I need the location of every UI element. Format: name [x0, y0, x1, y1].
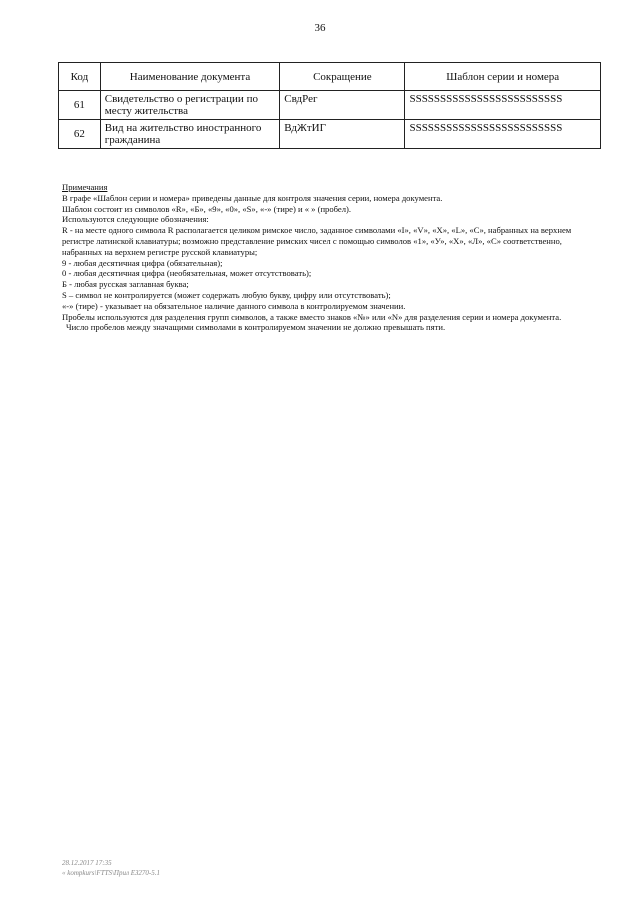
column-header-code: Код: [59, 63, 101, 91]
note-line: Число пробелов между значащими символами в контролируемом значении не должно превышать пяти.: [66, 322, 446, 333]
note-line: Пробелы используются для разделения групп символов, а также вместо знаков «№» или «N» для разделения серии и номера документа.: [62, 311, 562, 322]
footer-date: 28.12.2017 17:35: [62, 859, 112, 867]
note-line: Б - любая русская заглавная буква;: [62, 279, 189, 290]
note-line: 0 - любая десятичная цифра (необязательная, может отсутствовать);: [62, 268, 312, 279]
notes-section: [62, 182, 582, 333]
table-row: [59, 120, 601, 149]
note-line: Шаблон состоит из символов «R», «Б», «9», «0», «S», «-» (тире) и « » (пробел).: [62, 203, 352, 214]
note-line: Используются следующие обозначения:: [62, 214, 209, 225]
note-line: «-» (тире) - указывает на обязательное наличие данного символа в контролируемом значении.: [62, 300, 406, 311]
column-header-abbreviation: Сокращение: [280, 63, 405, 91]
row-abbreviation: ВдЖтИГ: [280, 120, 405, 149]
column-header-document-name: Наименование документа: [100, 63, 280, 91]
column-header-template: Шаблон серии и номера: [405, 63, 601, 91]
row-template: SSSSSSSSSSSSSSSSSSSSSSSSS: [405, 91, 601, 120]
row-template: SSSSSSSSSSSSSSSSSSSSSSSSS: [405, 120, 601, 149]
print-footer: [62, 858, 160, 878]
row-document-name: Свидетельство о регистрации по месту жительства: [100, 91, 280, 120]
note-line: R - на месте одного символа R располагается целиком римское число, заданное символами «I», «V», «X», «L», «C», набранных на верхнем регистре латинской клавиатуры; возможно представление римских чисел с помощью символов «1», «У», «Х», «Л», «С» соответственно, набранных на верхнем регистре русской клавиатуры;: [62, 225, 572, 257]
notes-heading: Примечания: [62, 182, 108, 192]
table-row: [59, 91, 601, 120]
row-code: 62: [59, 120, 101, 149]
note-line: В графе «Шаблон серии и номера» приведены данные для контроля значения серии, номера документа.: [62, 192, 443, 203]
document-codes-table: [58, 62, 601, 149]
table-header-row: [59, 63, 601, 91]
row-code: 61: [59, 91, 101, 120]
note-line: S – символ не контролируется (может содержать любую букву, цифру или отсутствовать);: [62, 289, 391, 300]
row-document-name: Вид на жительство иностранного гражданина: [100, 120, 280, 149]
note-line: 9 - любая десятичная цифра (обязательная);: [62, 257, 223, 268]
page-number: 36: [314, 22, 326, 34]
row-abbreviation: СвдРег: [280, 91, 405, 120]
footer-path: « kompkurs\FTTS\Прил ЕЗ270-5.1: [62, 869, 160, 877]
